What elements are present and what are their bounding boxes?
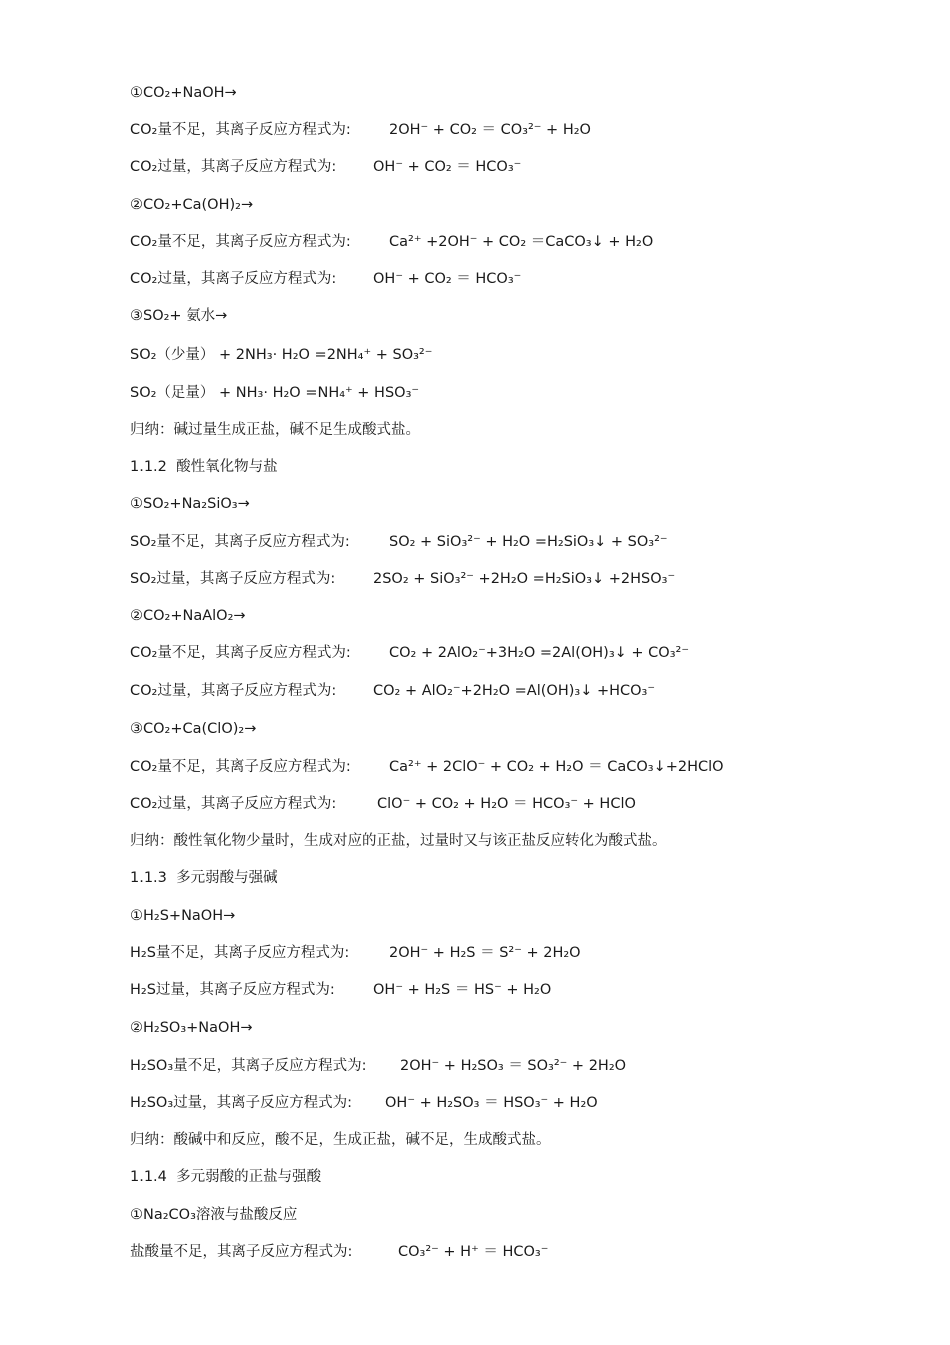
text-line	[130, 943, 581, 963]
line-text: CO₂过量，其离子反应方程式为:	[130, 683, 337, 699]
text-line	[130, 643, 689, 663]
line-text: H₂S过量，其离子反应方程式为:	[130, 982, 335, 998]
text-line	[130, 1056, 627, 1076]
text-line	[130, 532, 668, 552]
text-line	[130, 120, 591, 140]
text-line	[130, 157, 522, 177]
line-text: H₂SO₃量不足，其离子反应方程式为:	[130, 1058, 367, 1074]
ionic-equation: OH⁻ + CO₂ ＝ HCO₃⁻	[373, 159, 522, 175]
line-text: SO₂（少量） + 2NH₃· H₂O =2NH₄⁺ + SO₃²⁻	[130, 347, 433, 363]
ionic-equation: ClO⁻ + CO₂ + H₂O ＝ HCO₃⁻ + HClO	[377, 796, 636, 812]
ionic-equation: CO₃²⁻ + H⁺ ＝ HCO₃⁻	[398, 1244, 549, 1260]
line-text: ①SO₂+Na₂SiO₃→	[130, 496, 250, 512]
text-line	[130, 494, 250, 514]
ionic-equation: OH⁻ + H₂SO₃ ＝ HSO₃⁻ + H₂O	[385, 1095, 598, 1111]
line-text: 盐酸量不足，其离子反应方程式为:	[130, 1244, 353, 1260]
line-text: CO₂量不足，其离子反应方程式为:	[130, 234, 351, 250]
text-line	[130, 757, 724, 777]
text-line	[130, 1205, 297, 1225]
ionic-equation: 2OH⁻ + H₂S ＝ S²⁻ + 2H₂O	[389, 945, 581, 961]
text-line	[130, 195, 253, 215]
ionic-equation: CO₂ + 2AlO₂⁻+3H₂O =2Al(OH)₃↓ + CO₃²⁻	[389, 645, 689, 661]
ionic-equation: 2SO₂ + SiO₃²⁻ +2H₂O =H₂SiO₃↓ +2HSO₃⁻	[373, 571, 676, 587]
text-line	[130, 794, 636, 814]
text-line	[130, 980, 552, 1000]
text-line	[130, 831, 667, 851]
line-text: ①H₂S+NaOH→	[130, 908, 236, 924]
line-text: CO₂量不足，其离子反应方程式为:	[130, 645, 351, 661]
line-text: 归纳：酸碱中和反应，酸不足，生成正盐，碱不足，生成酸式盐。	[130, 1132, 551, 1148]
line-text: CO₂过量，其离子反应方程式为:	[130, 796, 337, 812]
line-text: CO₂量不足，其离子反应方程式为:	[130, 122, 351, 138]
line-text: ①CO₂+NaOH→	[130, 85, 237, 101]
text-line	[130, 232, 654, 252]
text-line	[130, 345, 432, 365]
line-text: SO₂（足量） + NH₃· H₂O =NH₄⁺ + HSO₃⁻	[130, 385, 420, 401]
line-text: ③SO₂+ 氨水→	[130, 308, 228, 324]
line-text: ②CO₂+NaAlO₂→	[130, 608, 246, 624]
section-heading	[130, 1167, 321, 1187]
ionic-equation: 2OH⁻ + H₂SO₃ ＝ SO₃²⁻ + 2H₂O	[400, 1058, 627, 1074]
text-line	[130, 383, 419, 403]
line-text: ②H₂SO₃+NaOH→	[130, 1020, 253, 1036]
text-line	[130, 83, 237, 103]
text-line	[130, 719, 256, 739]
text-line	[130, 569, 676, 589]
line-text: 1.1.4 多元弱酸的正盐与强酸	[130, 1169, 322, 1185]
line-text: CO₂量不足，其离子反应方程式为:	[130, 759, 351, 775]
ionic-equation: 2OH⁻ + CO₂ ＝ CO₃²⁻ + H₂O	[389, 122, 591, 138]
text-line	[130, 306, 227, 326]
ionic-equation: SO₂ + SiO₃²⁻ + H₂O =H₂SiO₃↓ + SO₃²⁻	[389, 534, 668, 550]
ionic-equation: Ca²⁺ +2OH⁻ + CO₂ ＝CaCO₃↓ + H₂O	[389, 234, 654, 250]
line-text: 归纳：碱过量生成正盐，碱不足生成酸式盐。	[130, 422, 420, 438]
line-text: CO₂过量，其离子反应方程式为:	[130, 271, 337, 287]
line-text: H₂S量不足，其离子反应方程式为:	[130, 945, 350, 961]
text-line	[130, 1018, 253, 1038]
text-line	[130, 1130, 551, 1150]
ionic-equation: Ca²⁺ + 2ClO⁻ + CO₂ + H₂O ＝ CaCO₃↓+2HClO	[389, 759, 724, 775]
line-text: 1.1.3 多元弱酸与强碱	[130, 870, 278, 886]
line-text: CO₂过量，其离子反应方程式为:	[130, 159, 337, 175]
text-line	[130, 1242, 549, 1262]
section-heading	[130, 868, 278, 888]
text-line	[130, 269, 522, 289]
text-line	[130, 606, 246, 626]
line-text: ①Na₂CO₃溶液与盐酸反应	[130, 1207, 298, 1223]
ionic-equation: OH⁻ + H₂S ＝ HS⁻ + H₂O	[373, 982, 552, 998]
line-text: H₂SO₃过量，其离子反应方程式为:	[130, 1095, 353, 1111]
line-text: SO₂过量，其离子反应方程式为:	[130, 571, 336, 587]
line-text: ②CO₂+Ca(OH)₂→	[130, 197, 254, 213]
ionic-equation: CO₂ + AlO₂⁻+2H₂O =Al(OH)₃↓ +HCO₃⁻	[373, 683, 656, 699]
line-text: ③CO₂+Ca(ClO)₂→	[130, 721, 257, 737]
ionic-equation: OH⁻ + CO₂ ＝ HCO₃⁻	[373, 271, 522, 287]
line-text: SO₂量不足，其离子反应方程式为:	[130, 534, 350, 550]
line-text: 归纳：酸性氧化物少量时，生成对应的正盐，过量时又与该正盐反应转化为酸式盐。	[130, 833, 667, 849]
text-line	[130, 681, 656, 701]
text-line	[130, 1093, 598, 1113]
text-line	[130, 420, 420, 440]
section-heading	[130, 457, 278, 477]
line-text: 1.1.2 酸性氧化物与盐	[130, 459, 278, 475]
text-line	[130, 906, 235, 926]
